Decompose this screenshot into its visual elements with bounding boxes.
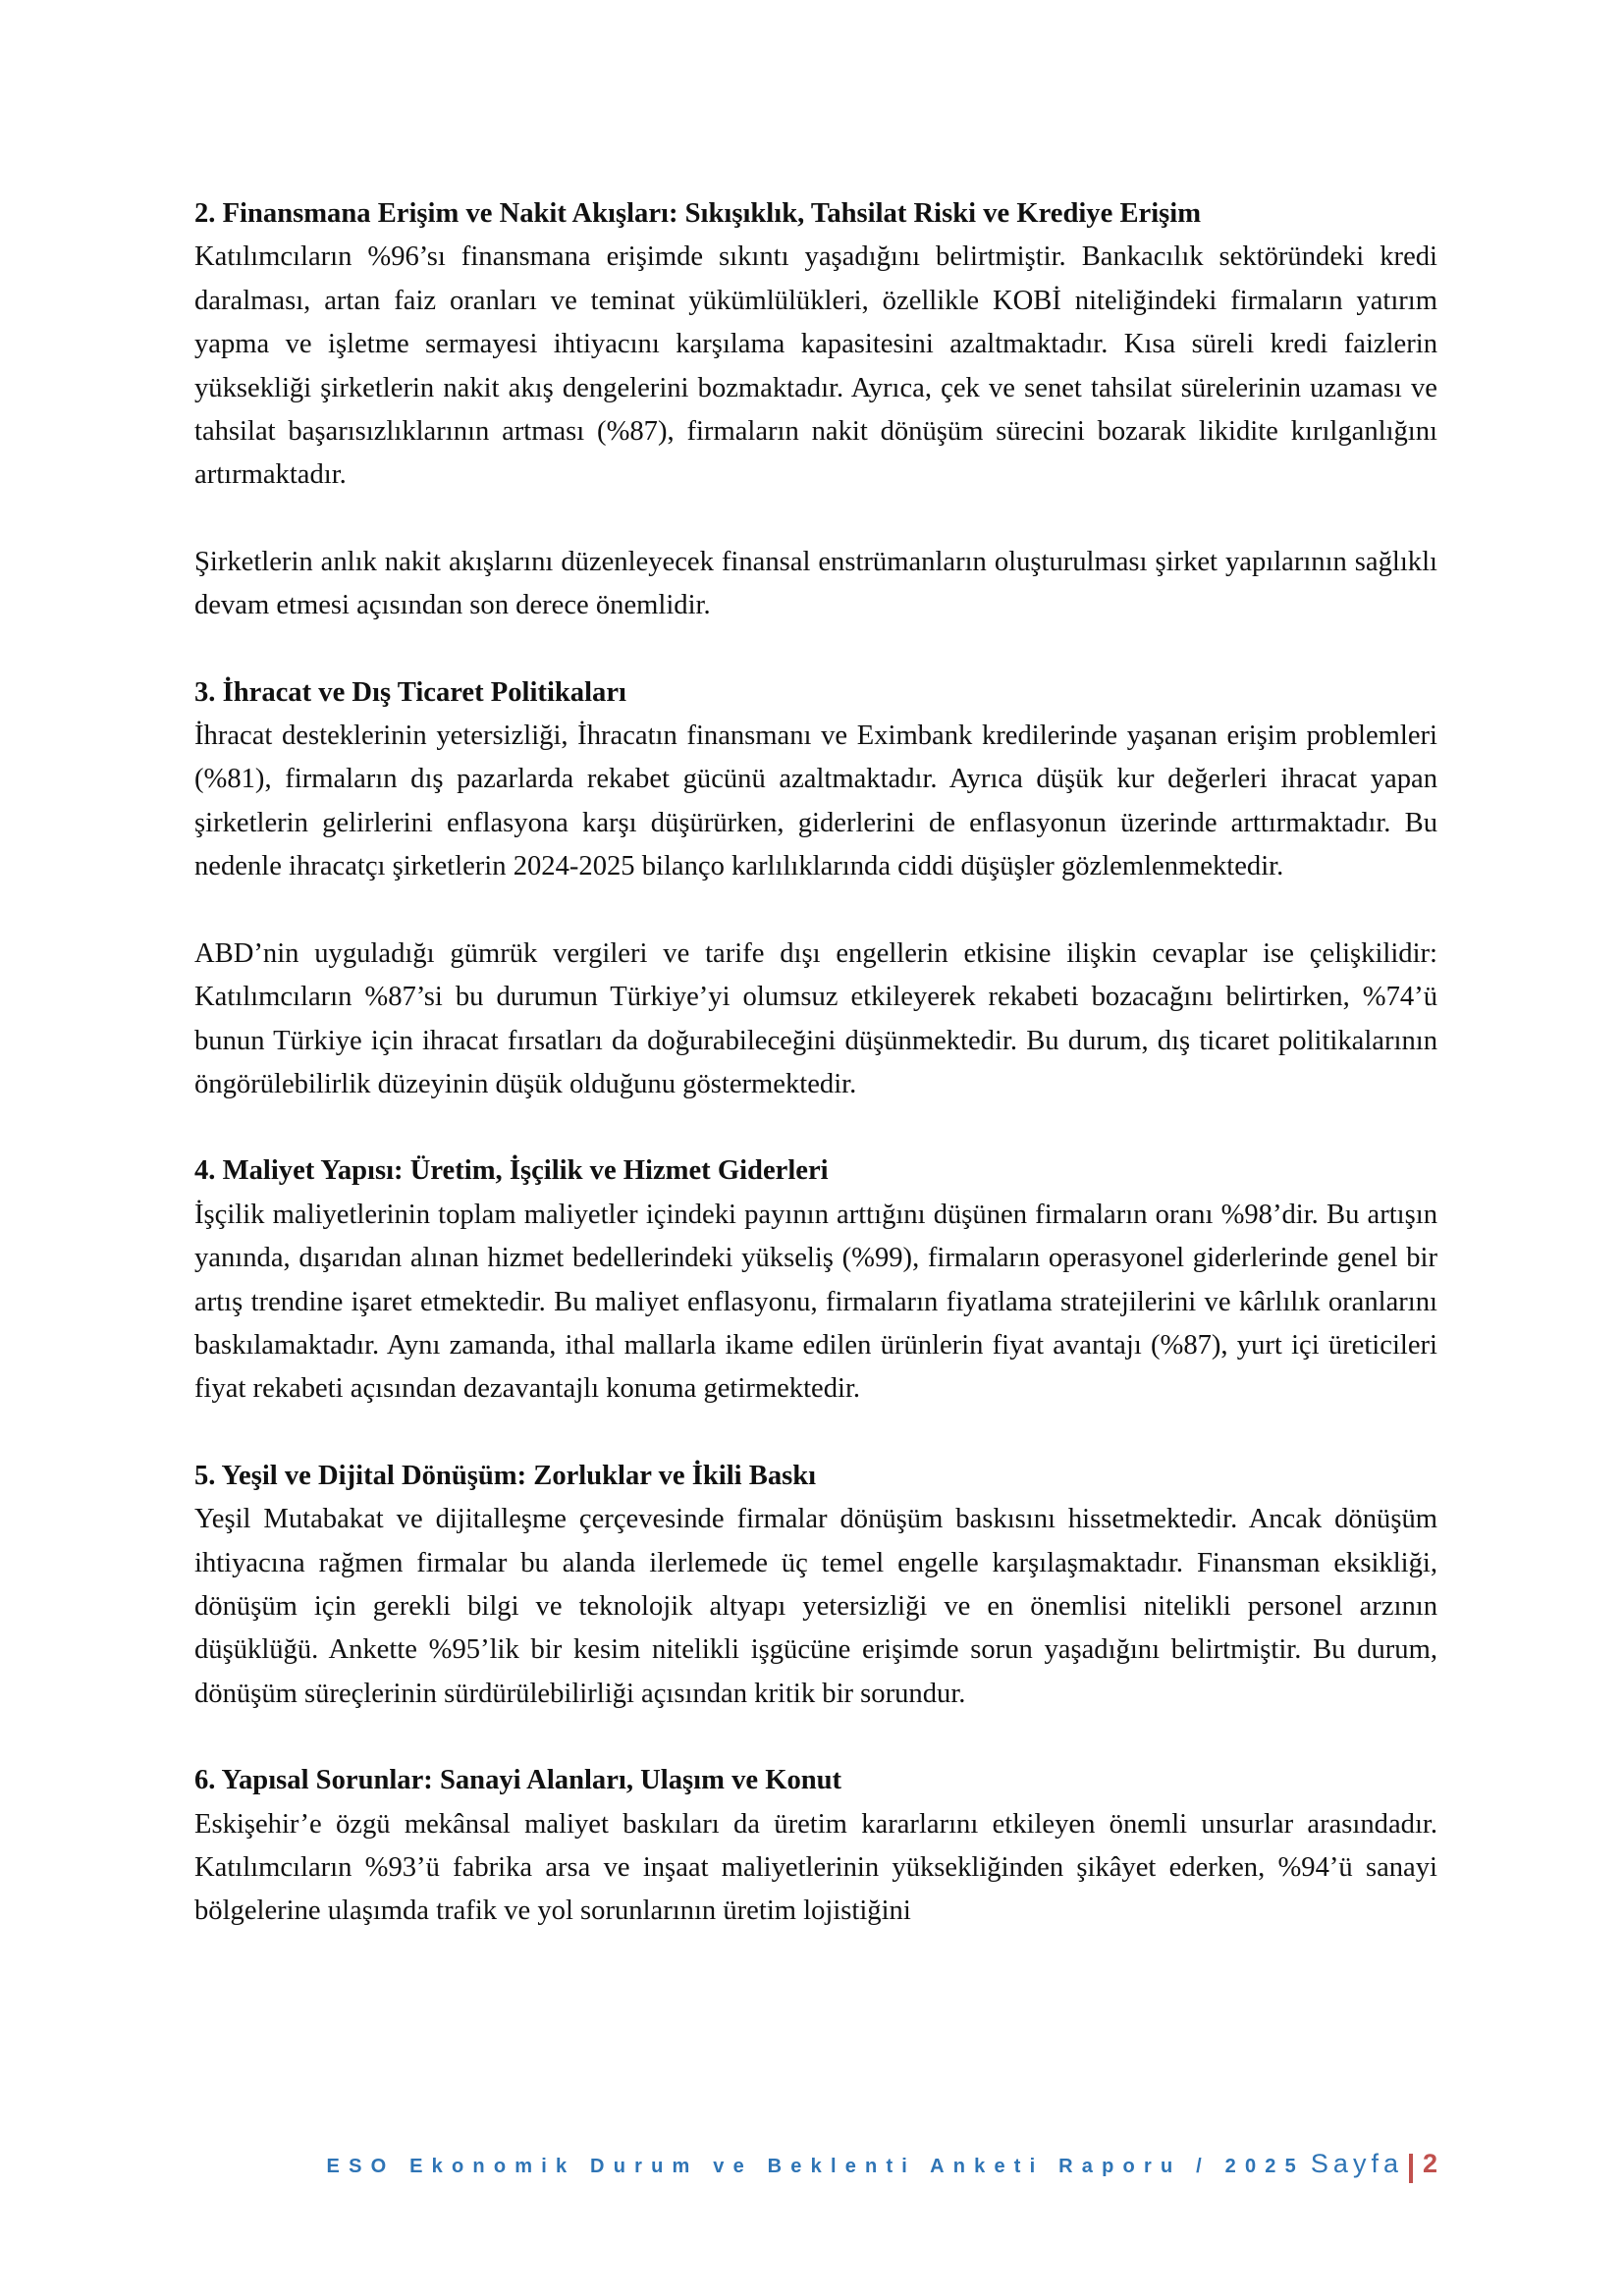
section-finance (194, 192, 1437, 628)
section-heading: 2. Finansmana Erişim ve Nakit Akışları: Sıkışıklık, Tahsilat Riski ve Krediye Erişim (194, 198, 1202, 229)
page-footer (194, 2149, 1437, 2188)
page-number: 2 (1422, 2149, 1437, 2178)
section-green-digital (194, 1455, 1437, 1716)
footer-separator (1409, 2154, 1413, 2183)
document-page (194, 192, 1437, 1977)
paragraph: Katılımcıların %96’sı finansmana erişimde sıkıntı yaşadığını belirtmiştir. Bankacılık sektöründeki kredi daralması, artan faiz oranları ve teminat yükümlülükleri, özellikle KOBİ niteliğindeki firmaların yatırım yapma ve işletme sermayesi ihtiyacını karşılama kapasitesini azaltmaktadır. Kısa süreli kredi faizlerin yüksekliği şirketlerin nakit akış dengelerini bozmaktadır. Ayrıca, çek ve senet tahsilat sürelerinin uzaması ve tahsilat başarısızlıklarının artması (%87), firmaların nakit dönüşüm sürecini bozarak likidite kırılganlığını artırmaktadır. (194, 241, 1437, 491)
paragraph: Yeşil Mutabakat ve dijitalleşme çerçevesinde firmalar dönüşüm baskısını hissetmektedir. Ancak dönüşüm ihtiyacına rağmen firmalar bu alanda ilerlemede üç temel engelle karşılaşmaktadır. Finansman eksikliği, dönüşüm için gerekli bilgi ve teknolojik altyapı yetersizliği ve en önemlisi nitelikli personel arzının düşüklüğü. Ankette %95’lik bir kesim nitelikli işgücüne erişimde sorun yaşadığını belirtmiştir. Bu durum, dönüşüm süreçlerinin sürdürülebilirliği açısından kritik bir sorundur. (194, 1504, 1437, 1709)
section-heading: 6. Yapısal Sorunlar: Sanayi Alanları, Ulaşım ve Konut (194, 1765, 842, 1796)
paragraph: İhracat desteklerinin yetersizliği, İhracatın finansmanı ve Eximbank kredilerinde yaşanan erişim problemleri (%81), firmaların dış pazarlarda rekabet gücünü azaltmaktadır. Ayrıca düşük kur değerleri ihracat yapan şirketlerin gelirlerini enflasyona karşı düşürürken, giderlerini de enflasyonun üzerinde arttırmaktadır. Bu nedenle ihracatçı şirketlerin 2024-2025 bilanço karlılıklarında ciddi düşüşler gözlemlenmektedir. (194, 721, 1437, 882)
paragraph: İşçilik maliyetlerinin toplam maliyetler içindeki payının arttığını düşünen firmaların oranı %98’dir. Bu artışın yanında, dışarıdan alınan hizmet bedellerindeki yükseliş (%99), firmaların operasyonel giderlerinde genel bir artış trendine işaret etmektedir. Bu maliyet enflasyonu, firmaların fiyatlama stratejilerini ve kârlılık oranlarını baskılamaktadır. Aynı zamanda, ithal mallarla ikame edilen ürünlerin fiyat avantajı (%87), yurt içi üreticileri fiyat rekabeti açısından dezavantajlı konuma getirmektedir. (194, 1199, 1437, 1405)
paragraph: Eskişehir’e özgü mekânsal maliyet baskıları da üretim kararlarını etkileyen önemli unsurlar arasındadır. Katılımcıların %93’ü fabrika arsa ve inşaat maliyetlerinin yüksekliğinden şikâyet ederken, %94’ü sanayi bölgelerine ulaşımda trafik ve yol sorunlarının üretim lojistiğini (194, 1808, 1437, 1927)
footer-page-label: Sayfa (1310, 2149, 1403, 2178)
section-export (194, 671, 1437, 1107)
section-cost-structure (194, 1149, 1437, 1411)
paragraph: Şirketlerin anlık nakit akışlarını düzenleyecek finansal enstrümanların oluşturulması şirket yapılarının sağlıklı devam etmesi açısından son derece önemlidir. (194, 546, 1437, 621)
section-structural (194, 1759, 1437, 1934)
section-heading: 5. Yeşil ve Dijital Dönüşüm: Zorluklar ve İkili Baskı (194, 1460, 817, 1491)
section-heading: 4. Maliyet Yapısı: Üretim, İşçilik ve Hizmet Giderleri (194, 1155, 829, 1187)
footer-report-title: ESO Ekonomik Durum ve Beklenti Anketi Raporu / 2025 (326, 2156, 1305, 2177)
section-heading: 3. İhracat ve Dış Ticaret Politikaları (194, 676, 626, 708)
paragraph: ABD’nin uyguladığı gümrük vergileri ve tarife dışı engellerin etkisine ilişkin cevaplar ise çelişkilidir: Katılımcıların %87’si bu durumun Türkiye’yi olumsuz etkileyerek rekabeti bozacağını belirtirken, %74’ü bunun Türkiye için ihracat fırsatları da doğurabileceğini düşünmektedir. Bu durum, dış ticaret politikalarının öngörülebilirlik düzeyinin düşük olduğunu göstermektedir. (194, 937, 1437, 1099)
